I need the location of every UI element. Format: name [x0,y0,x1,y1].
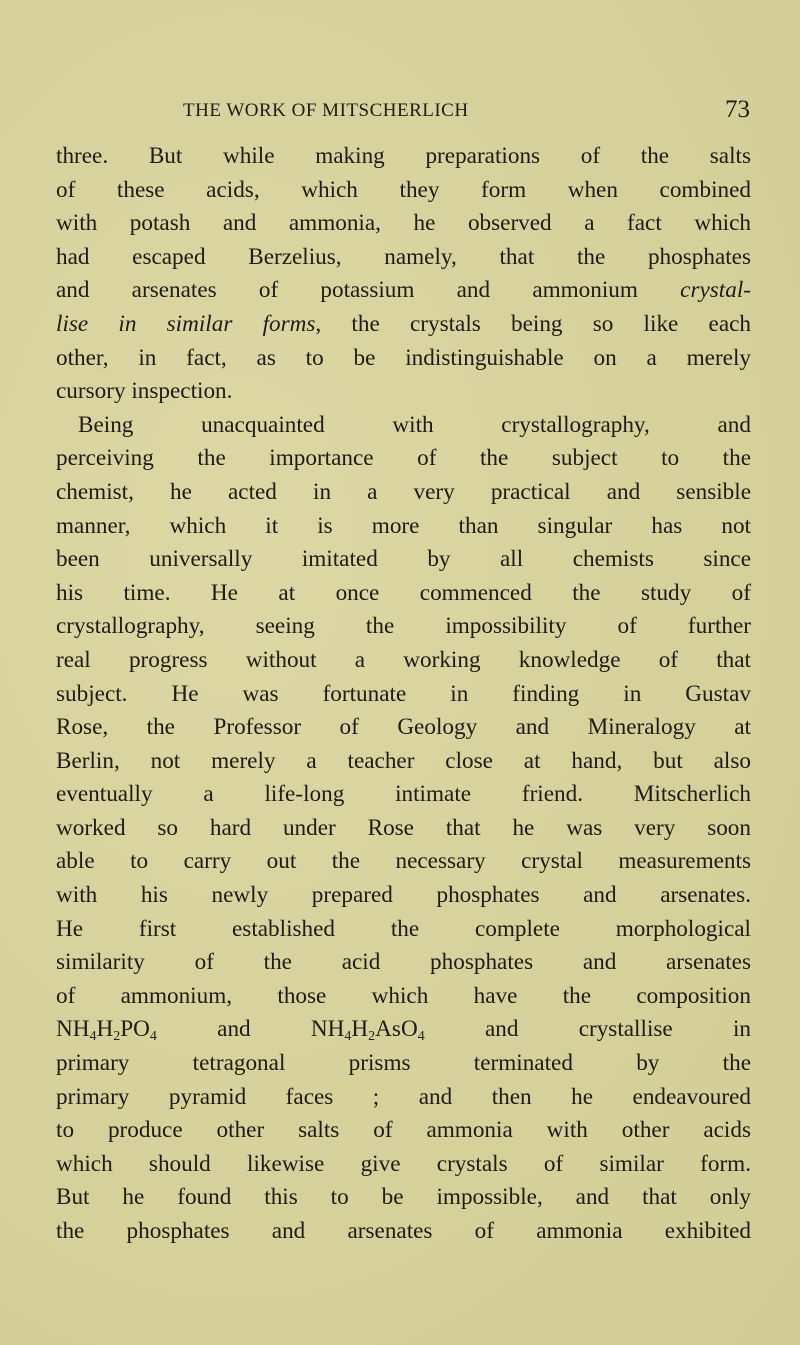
text-line: of these acids, which they form when combined [56,176,751,203]
italic-span: lise in similar forms [56,310,316,337]
formula-line [56,1013,751,1047]
text-span: and arsenates of potassium and ammonium [56,277,681,304]
text-line: Rose, the Professor of Geology and Mineralogy at [56,714,751,741]
text-line: three. But while making preparations of the salts [56,143,751,169]
text-line: had escaped Berzelius, namely, that the phosphates [56,243,751,270]
text-line: He first established the complete morphological [56,915,751,942]
text-line: Berlin, not merely a teacher close at hand, but also [56,747,751,774]
text-line: other, in fact, as to be indistinguishable on a merely [56,344,751,371]
running-header [183,96,750,126]
text-span: and [217,1016,251,1043]
page-number: 73 [725,96,750,123]
text-line: similarity of the acid phosphates and arsenates [56,949,751,976]
body-text [56,140,751,1249]
text-line: been universally imitated by all chemists since [56,546,751,573]
formula-ammonium-arsenate: $NH_4H_2AsO_4$ [310,1016,425,1045]
formula-ammonium-phosphate: $NH_4H_2PO_4$ [56,1016,157,1045]
text-line: cursory inspection. [56,378,233,405]
text-line: chemist, he acted in a very practical and sensible [56,478,751,505]
text-line [56,274,751,308]
text-line: perceiving the importance of the subject to the [56,445,751,472]
text-line: his time. He at once commenced the study of [56,579,751,606]
text-line: with his newly prepared phosphates and arsenates. [56,882,751,909]
paragraph-2 [56,409,751,1249]
text-line: Being unacquainted with crystallography, and [78,411,751,438]
text-line: crystallography, seeing the impossibility of further [56,613,751,640]
text-line: subject. He was fortunate in finding in Gustav [56,680,751,707]
text-span: , the crystals being so like each [315,310,752,337]
text-span: and crystallise in [484,1016,752,1043]
italic-span: crystal- [680,277,751,304]
text-line: worked so hard under Rose that he was very soon [56,814,751,841]
text-line: to produce other salts of ammonia with other acids [56,1117,751,1144]
text-line: real progress without a working knowledge of that [56,646,751,673]
text-line: of ammonium, those which have the composition [56,982,751,1009]
paragraph-1 [56,140,751,409]
text-line: primary tetragonal prisms terminated by the [56,1050,751,1077]
text-line: primary pyramid faces ; and then he endeavoured [56,1083,751,1110]
text-line: with potash and ammonia, he observed a fact which [56,210,751,237]
text-line: But he found this to be impossible, and that only [56,1184,751,1211]
running-title: THE WORK OF MITSCHERLICH [183,100,469,121]
text-line: which should likewise give crystals of similar form. [56,1150,751,1177]
text-line: the phosphates and arsenates of ammonia exhibited [56,1218,751,1244]
text-line: able to carry out the necessary crystal measurements [56,848,751,875]
text-line [56,308,751,342]
text-line: eventually a life-long intimate friend. Mitscherlich [56,781,751,808]
text-line: manner, which it is more than singular has not [56,512,751,539]
